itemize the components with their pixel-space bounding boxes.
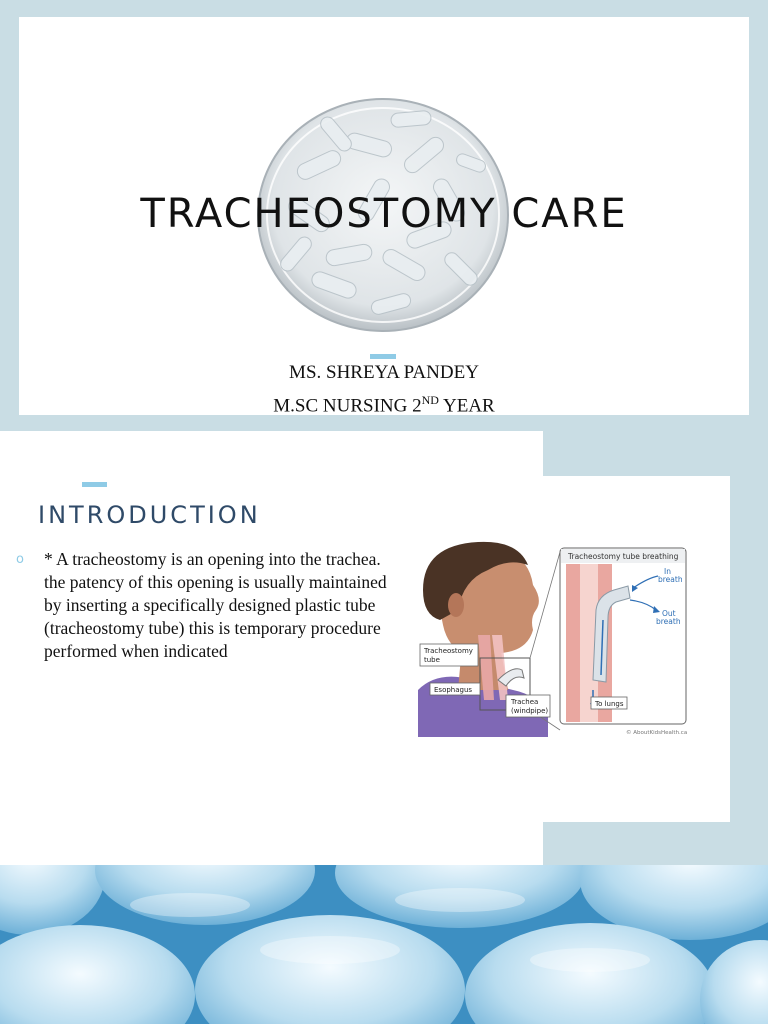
slide-frame-bottom <box>0 822 543 865</box>
introduction-slide <box>0 431 768 865</box>
bullet-marker: o <box>16 552 24 567</box>
label-trachea-2: (windpipe) <box>511 707 549 715</box>
tracheostomy-diagram-image <box>418 540 696 740</box>
title-slide <box>0 0 768 431</box>
title-slide-content <box>19 17 749 415</box>
label-out-breath: Out <box>662 609 676 618</box>
accent-bar <box>370 354 396 359</box>
presenter-course <box>19 393 749 415</box>
label-tracheostomy-tube: Tracheostomy <box>424 647 473 655</box>
presentation-title: TRACHEOSTOMY CARE <box>140 191 628 237</box>
breathing-panel-title: Tracheostomy tube breathing <box>568 552 679 561</box>
label-esophagus: Esophagus <box>434 686 473 694</box>
label-to-lungs: To lungs <box>595 700 624 708</box>
label-tracheostomy-tube-2: tube <box>424 656 440 664</box>
course-suffix: YEAR <box>438 395 495 415</box>
course-prefix: M.SC NURSING 2 <box>273 395 422 415</box>
section-heading: INTRODUCTION <box>38 501 261 529</box>
accent-bar <box>82 482 107 487</box>
water-bubbles-image <box>0 865 768 1024</box>
bubbles-slide <box>0 865 768 1024</box>
label-trachea: Trachea <box>511 698 539 706</box>
label-out-breath-2: breath <box>656 617 681 626</box>
presenter-name: MS. SHREYA PANDEY <box>289 362 479 383</box>
image-credit: © AboutKidsHealth.ca <box>626 730 688 736</box>
introduction-paragraph: * A tracheostomy is an opening into the trachea. the patency of this opening is usually maintained by inserting a specifically designed plastic tube (tracheostomy tube) this is temporary procedure performed when indicated <box>44 549 387 661</box>
label-in-breath-2: breath <box>658 575 683 584</box>
label-in-breath: In <box>664 567 671 576</box>
course-superscript: ND <box>421 393 439 407</box>
slide-frame-top <box>0 431 543 476</box>
